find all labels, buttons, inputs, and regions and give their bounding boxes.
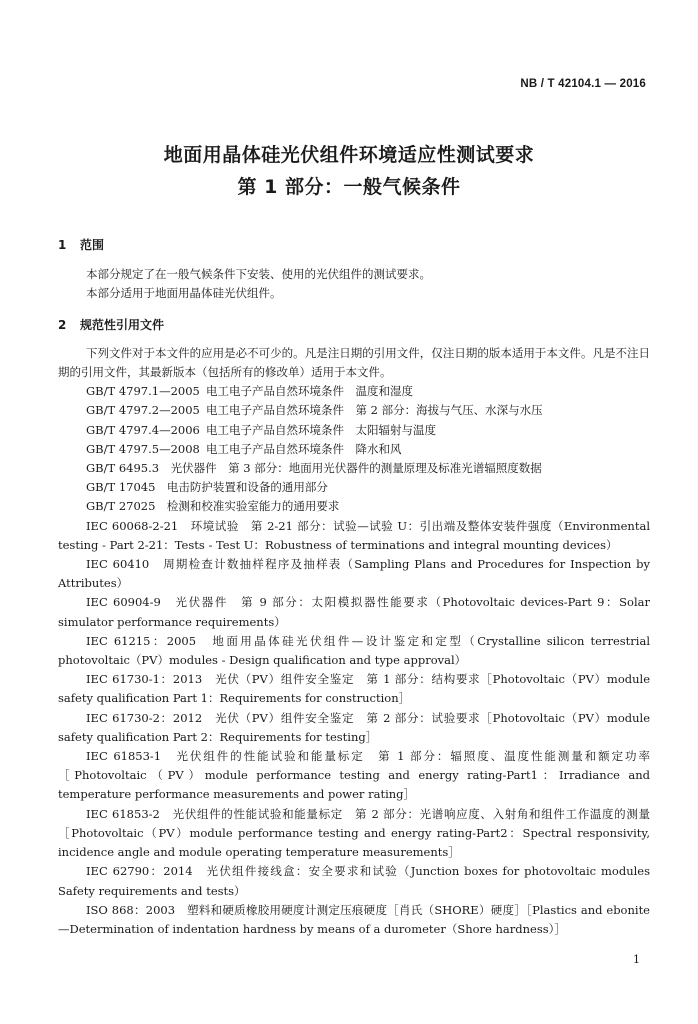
reference-code: GB/T 6495.3 [86, 461, 160, 476]
title-line-1: 地面用晶体硅光伏组件环境适应性测试要求 [163, 144, 535, 166]
reference-code: GB/T 4797.5—2008 [86, 441, 200, 456]
reference-item [58, 440, 650, 459]
reference-title: 光伏器件 第 3 部分：地面用光伏器件的测量原理及标准光谱辐照度数据 [170, 461, 542, 476]
reference-code: GB/T 4797.2—2005 [86, 403, 200, 418]
reference-item: IEC 60904-9 光伏器件 第 9 部分：太阳模拟器性能要求（Photovoltaic devices-Part 9：Solar simulator performance requirements） [58, 595, 650, 629]
reference-code: GB/T 4797.1—2005 [86, 384, 200, 399]
standard-number: NB / T 42104.1 — 2016 [520, 78, 646, 90]
reference-item: IEC 60410 周期检查计数抽样程序及抽样表（Sampling Plans and Procedures for Inspection by Attributes） [58, 557, 650, 591]
reference-item [58, 497, 650, 516]
section-1-heading [58, 236, 650, 255]
reference-item: IEC 61730-2：2012 光伏（PV）组件安全鉴定 第 2 部分：试验要求［Photovoltaic（PV）module safety qualification Part 2：Requirements for testing］ [58, 710, 650, 744]
paragraph: 本部分适用于地面用晶体硅光伏组件。 [86, 286, 282, 301]
reference-code: GB/T 4797.4—2006 [86, 422, 200, 437]
reference-title: 电击防护装置和设备的通用部分 [166, 480, 328, 495]
reference-item: IEC 62790：2014 光伏组件接线盒：安全要求和试验（Junction boxes for photovoltaic modules Safety requirements and tests） [58, 864, 650, 898]
section-2-intro: 下列文件对于本文件的应用是必不可少的。凡是注日期的引用文件，仅注日期的版本适用于本文件。凡是不注日期的引用文件，其最新版本（包括所有的修改单）适用于本文件。 [58, 345, 650, 380]
section-2-heading [58, 316, 650, 335]
reference-title: 电工电子产品自然环境条件 太阳辐射与温度 [206, 422, 436, 437]
reference-item: IEC 61853-2 光伏组件的性能试验和能量标定 第 2 部分：光谱响应度、入射角和组件工作温度的测量［Photovoltaic（PV）module performance testing and energy rating-Part2：Spectral responsivity, incidence angle and module operating temperature measurements］ [58, 806, 650, 860]
reference-item [58, 478, 650, 497]
reference-item: IEC 61215：2005 地面用晶体硅光伏组件—设计鉴定和定型（Crystalline silicon terrestrial photovoltaic（PV）modules - Design qualification and type approval） [58, 633, 650, 668]
section-title: 规范性引用文件 [80, 317, 165, 332]
short-references-list [58, 382, 650, 516]
reference-item: IEC 61853-1 光伏组件的性能试验和能量标定 第 1 部分：辐照度、温度性能测量和额定功率［Photovoltaic（PV）module performance testing and energy rating-Part1：Irradiance and temperature performance measurements and power rating］ [58, 749, 650, 802]
document-body [58, 236, 650, 939]
reference-item [58, 459, 650, 478]
reference-title: 检测和校准实验室能力的通用要求 [166, 499, 340, 514]
title-line-2: 第 1 部分：一般气候条件 [237, 176, 461, 198]
reference-item: ISO 868：2003 塑料和硬质橡胶用硬度计测定压痕硬度［肖氏（SHORE）硬度］［Plastics and ebonite—Determination of indentation hardness by means of a durometer（Shore hardness）］ [58, 902, 650, 936]
reference-item [58, 382, 650, 401]
page-number: 1 [633, 953, 640, 966]
reference-item: IEC 61730-1：2013 光伏（PV）组件安全鉴定 第 1 部分：结构要求［Photovoltaic（PV）module safety qualification Part 1：Requirements for construction］ [58, 672, 650, 706]
reference-title: 电工电子产品自然环境条件 降水和风 [206, 441, 402, 456]
reference-code: GB/T 27025 [86, 499, 156, 514]
reference-item [58, 421, 650, 440]
section-number: 1 [58, 238, 67, 252]
paragraph: 本部分规定了在一般气候条件下安装、使用的光伏组件的测试要求。 [86, 267, 431, 282]
reference-item [58, 401, 650, 420]
reference-title: 电工电子产品自然环境条件 温度和湿度 [206, 384, 413, 399]
reference-title: 电工电子产品自然环境条件 第 2 部分：海拔与气压、水深与水压 [206, 403, 543, 418]
reference-item: IEC 60068-2-21 环境试验 第 2-21 部分：试验—试验 U：引出端及整体安装件强度（Environmental testing - Part 2-21：Tests - Test U：Robustness of terminations and integral mounting devices） [58, 518, 650, 552]
section-number: 2 [58, 317, 67, 332]
reference-code: GB/T 17045 [86, 480, 156, 495]
long-references-list [58, 517, 650, 939]
section-title: 范围 [80, 238, 105, 252]
